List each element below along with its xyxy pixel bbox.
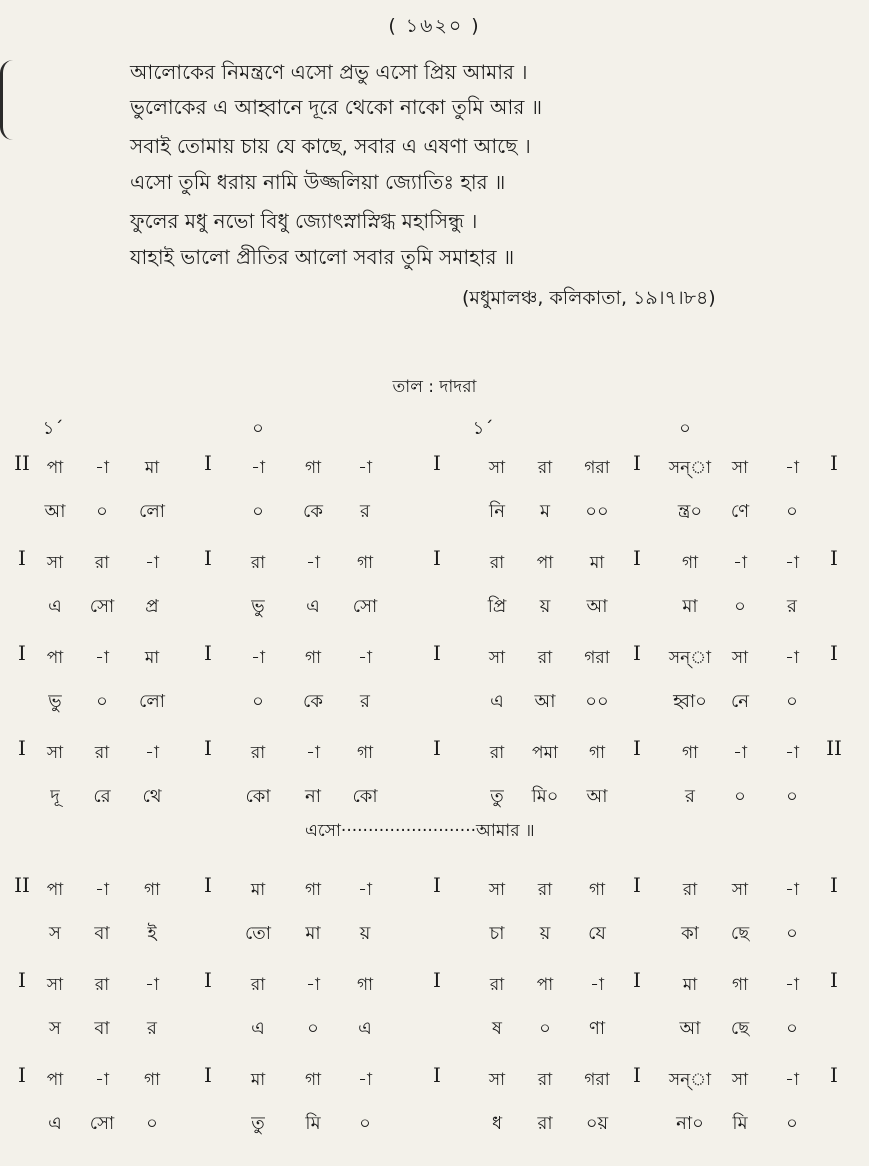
lyric-syllable: য়	[359, 923, 371, 944]
lyric-syllable: সো	[89, 1113, 115, 1134]
swara-note: গা	[731, 975, 749, 995]
lyric-syllable: থে	[142, 786, 162, 807]
swara-note: -া	[733, 743, 747, 763]
lyric-syllable: মি	[305, 1113, 321, 1134]
bar-line: I	[204, 451, 212, 475]
lyric-syllable: এ	[490, 691, 504, 712]
lyric-syllable: না০	[676, 1113, 704, 1134]
lyric-syllable: ০	[786, 1018, 798, 1039]
lyric-syllable: যে	[588, 923, 606, 944]
lyric-syllable: তো	[244, 923, 272, 944]
start-bar-line: I	[18, 968, 26, 992]
swara-note: -া	[590, 975, 604, 995]
beat-marker: ০	[679, 418, 691, 439]
lyric-syllable: চা	[489, 923, 505, 944]
lyric-syllable: দূ	[50, 786, 60, 807]
swara-note: মা	[589, 553, 605, 573]
lyric-syllable: ০	[252, 691, 264, 712]
lyric-syllable: স	[49, 923, 61, 944]
swara-note: রা	[250, 553, 266, 573]
swara-note: রা	[94, 975, 110, 995]
lyric-syllable: এ	[48, 596, 62, 617]
swara-note: গা	[304, 648, 322, 668]
swara-note: -া	[306, 975, 320, 995]
swara-note: সন্া	[668, 648, 712, 668]
lyric-syllable: আ	[44, 501, 66, 522]
lyric-syllable: ০	[786, 923, 798, 944]
swara-note: সন্া	[668, 458, 712, 478]
lyric-syllable: এ	[48, 1113, 62, 1134]
lyric-syllable: মি০	[531, 786, 559, 807]
lyric-syllable: য়	[539, 923, 551, 944]
swara-note: রা	[94, 553, 110, 573]
swara-note: গা	[356, 975, 374, 995]
swara-note: পা	[46, 458, 64, 478]
lyric-line: এসো তুমি ধরায় নামি উজ্জলিয়া জ্যোতিঃ হার ॥	[130, 170, 506, 194]
bar-line: I	[204, 873, 212, 897]
swara-note: গরা	[584, 458, 610, 478]
taal-heading: তাল : দাদরা	[392, 377, 477, 397]
swara-note: গা	[681, 553, 699, 573]
lyric-syllable: ছে	[730, 923, 750, 944]
lyric-syllable: ০	[734, 596, 746, 617]
lyric-syllable: আ	[586, 786, 608, 807]
lyric-syllable: ণে	[730, 501, 750, 522]
swara-note: গা	[304, 458, 322, 478]
swara-note: গা	[681, 743, 699, 763]
lyric-syllable: তু	[490, 786, 504, 807]
bar-line: I	[204, 968, 212, 992]
lyric-syllable: ই	[147, 923, 157, 944]
lyric-syllable: ০	[252, 501, 264, 522]
swara-note: রা	[537, 1070, 553, 1090]
swara-note: -া	[785, 743, 799, 763]
swara-note: -া	[251, 458, 265, 478]
lyric-syllable: আ	[679, 1018, 701, 1039]
lyric-syllable: লো	[139, 691, 165, 712]
lyric-syllable: নে	[730, 691, 750, 712]
lyric-syllable: ভু	[48, 691, 62, 712]
page-binding-edge	[0, 60, 13, 140]
swara-note: -া	[785, 975, 799, 995]
bar-line: I	[204, 1063, 212, 1087]
swara-note: সা	[731, 648, 749, 668]
lyric-syllable: প্র	[145, 596, 159, 617]
swara-note: -া	[733, 553, 747, 573]
start-bar-line: II	[14, 873, 30, 897]
lyric-syllable: য়	[539, 596, 551, 617]
lyric-syllable: প্রি	[487, 596, 507, 617]
swara-note: মা	[250, 880, 266, 900]
lyric-syllable: এ	[358, 1018, 372, 1039]
lyric-syllable: ০	[734, 786, 746, 807]
swara-note: গা	[304, 880, 322, 900]
start-bar-line: I	[18, 1063, 26, 1087]
swara-note: পমা	[532, 743, 558, 763]
lyric-syllable: ছে	[730, 1018, 750, 1039]
lyric-syllable: না	[305, 786, 321, 807]
bar-line: I	[633, 451, 641, 475]
swara-note: -া	[785, 458, 799, 478]
lyric-syllable: রে	[93, 786, 111, 807]
swara-note: গা	[356, 553, 374, 573]
swara-note: -া	[145, 975, 159, 995]
lyric-syllable: ০	[786, 786, 798, 807]
lyric-line: সবাই তোমায় চায় যে কাছে, সবার এ এষণা আছে ।	[130, 134, 531, 158]
lyric-syllable: ০	[786, 691, 798, 712]
lyric-syllable: মা	[682, 596, 698, 617]
lyric-syllable: সো	[352, 596, 378, 617]
swara-note: সা	[731, 1070, 749, 1090]
lyric-syllable: মা	[305, 923, 321, 944]
swara-note: পা	[46, 880, 64, 900]
lyric-syllable: কে	[303, 691, 323, 712]
swara-note: -া	[95, 648, 109, 668]
lyric-syllable: আ	[534, 691, 556, 712]
beat-marker: ০	[252, 418, 264, 439]
swara-note: সন্া	[668, 1070, 712, 1090]
bar-line: I	[433, 546, 441, 570]
lyric-syllable: ০০	[585, 691, 609, 712]
bar-line: I	[633, 968, 641, 992]
end-bar-line: I	[830, 1063, 838, 1087]
lyric-syllable: র	[360, 691, 370, 712]
end-bar-line: I	[830, 873, 838, 897]
lyric-syllable: র	[685, 786, 695, 807]
swara-note: -া	[358, 648, 372, 668]
swara-note: রা	[250, 743, 266, 763]
end-bar-line: I	[830, 641, 838, 665]
lyric-syllable: রা	[537, 1113, 553, 1134]
lyric-line: ভুলোকের এ আহ্বানে দূরে থেকো নাকো তুমি আর ॥	[130, 95, 543, 119]
bar-line: I	[433, 451, 441, 475]
lyric-syllable: কো	[352, 786, 378, 807]
bar-line: I	[633, 736, 641, 760]
swara-note: -া	[145, 553, 159, 573]
swara-note: -া	[306, 553, 320, 573]
start-bar-line: I	[18, 736, 26, 760]
swara-note: রা	[489, 743, 505, 763]
swara-note: সা	[46, 975, 64, 995]
swara-note: মা	[250, 1070, 266, 1090]
start-bar-line: I	[18, 641, 26, 665]
lyric-syllable: র	[360, 501, 370, 522]
lyric-syllable: ষ	[492, 1018, 502, 1039]
lyric-syllable: তু	[251, 1113, 265, 1134]
swara-note: রা	[489, 553, 505, 573]
swara-note: -া	[785, 1070, 799, 1090]
lyric-line: ফুলের মধু নভো বিধু জ্যোৎস্নাস্নিগ্ধ মহাসিন্ধু ।	[130, 209, 478, 233]
swara-note: -া	[785, 880, 799, 900]
bar-line: I	[633, 641, 641, 665]
swara-note: গা	[143, 880, 161, 900]
swara-note: রা	[250, 975, 266, 995]
swara-note: -া	[358, 1070, 372, 1090]
lyric-line: যাহাই ভালো প্রীতির আলো সবার তুমি সমাহার ॥	[130, 245, 515, 269]
swara-note: রা	[94, 743, 110, 763]
swara-note: পা	[536, 553, 554, 573]
swara-note: -া	[358, 458, 372, 478]
swara-note: সা	[488, 458, 506, 478]
lyric-syllable: ০	[786, 501, 798, 522]
bar-line: I	[633, 1063, 641, 1087]
swara-note: গরা	[584, 1070, 610, 1090]
swara-note: মা	[144, 648, 160, 668]
lyric-syllable: ০য়	[585, 1113, 609, 1134]
lyric-syllable: ০	[359, 1113, 371, 1134]
lyric-syllable: বা	[94, 1018, 110, 1039]
lyric-syllable: ০	[307, 1018, 319, 1039]
swara-note: -া	[95, 458, 109, 478]
swara-note: সা	[488, 880, 506, 900]
swara-note: পা	[46, 648, 64, 668]
swara-note: -া	[306, 743, 320, 763]
end-bar-line: I	[830, 451, 838, 475]
lyric-line: আলোকের নিমন্ত্রণে এসো প্রভু এসো প্রিয় আমার ।	[130, 60, 528, 84]
lyric-syllable: কে	[303, 501, 323, 522]
lyric-syllable: ০	[96, 501, 108, 522]
bar-line: I	[433, 1063, 441, 1087]
end-bar-line: I	[830, 546, 838, 570]
swara-note: সা	[731, 458, 749, 478]
swara-note: সা	[488, 1070, 506, 1090]
lyric-syllable: সো	[89, 596, 115, 617]
lyric-syllable: ০	[786, 1113, 798, 1134]
start-bar-line: I	[18, 546, 26, 570]
lyric-syllable: ভু	[251, 596, 265, 617]
lyric-syllable: বা	[94, 923, 110, 944]
beat-marker: ১´	[472, 418, 494, 439]
lyric-syllable: স	[49, 1018, 61, 1039]
lyric-syllable: ০০	[585, 501, 609, 522]
lyric-syllable: এ	[306, 596, 320, 617]
lyric-syllable: ০	[146, 1113, 158, 1134]
lyric-syllable: নি	[489, 501, 505, 522]
lyric-syllable: কো	[245, 786, 271, 807]
swara-note: পা	[536, 975, 554, 995]
lyric-syllable: ন্ত্র০	[677, 501, 703, 522]
bar-line: I	[433, 736, 441, 760]
swara-note: -া	[358, 880, 372, 900]
swara-note: মা	[682, 975, 698, 995]
swara-note: -া	[251, 648, 265, 668]
swara-note: সা	[488, 648, 506, 668]
lyric-syllable: লো	[139, 501, 165, 522]
swara-note: সা	[46, 743, 64, 763]
swara-note: রা	[537, 458, 553, 478]
lyric-syllable: কা	[681, 923, 699, 944]
bar-line: I	[204, 641, 212, 665]
swara-note: -া	[785, 553, 799, 573]
bar-line: I	[633, 546, 641, 570]
swara-note: গা	[304, 1070, 322, 1090]
swara-note: -া	[95, 880, 109, 900]
swara-note: -া	[785, 648, 799, 668]
swara-note: রা	[537, 880, 553, 900]
swara-note: রা	[682, 880, 698, 900]
lyric-syllable: মি	[732, 1113, 748, 1134]
swara-note: সা	[731, 880, 749, 900]
lyric-syllable: ম	[540, 501, 550, 522]
source-citation: (মধুমালঞ্চ, কলিকাতা, ১৯।৭।৮৪)	[462, 287, 716, 309]
bar-line: I	[633, 873, 641, 897]
swara-note: সা	[46, 553, 64, 573]
page-number: ( ১৬২০ )	[388, 15, 481, 37]
lyric-syllable: হ্বা০	[673, 691, 707, 712]
swara-note: মা	[144, 458, 160, 478]
lyric-syllable: এ	[251, 1018, 265, 1039]
swara-note: -া	[95, 1070, 109, 1090]
bar-line: I	[204, 546, 212, 570]
swara-note: -া	[145, 743, 159, 763]
swara-note: গা	[588, 880, 606, 900]
swara-note: পা	[46, 1070, 64, 1090]
bar-line: I	[433, 641, 441, 665]
lyric-syllable: ০	[539, 1018, 551, 1039]
lyric-syllable: আ	[586, 596, 608, 617]
lyric-syllable: র	[787, 596, 797, 617]
bar-line: I	[433, 873, 441, 897]
swara-note: গা	[143, 1070, 161, 1090]
swara-note: রা	[537, 648, 553, 668]
bar-line: I	[433, 968, 441, 992]
swara-note: গা	[356, 743, 374, 763]
beat-marker: ১´	[42, 418, 64, 439]
end-bar-line: II	[826, 736, 842, 760]
bar-line: I	[204, 736, 212, 760]
refrain-line: এসো·························আমার ॥	[305, 821, 535, 841]
lyric-syllable: ০	[96, 691, 108, 712]
swara-note: রা	[489, 975, 505, 995]
start-bar-line: II	[14, 451, 30, 475]
lyric-syllable: ণা	[588, 1018, 606, 1039]
lyric-syllable: র	[147, 1018, 157, 1039]
swara-note: গা	[588, 743, 606, 763]
lyric-syllable: ধ	[491, 1113, 503, 1134]
swara-note: গরা	[584, 648, 610, 668]
end-bar-line: I	[830, 968, 838, 992]
